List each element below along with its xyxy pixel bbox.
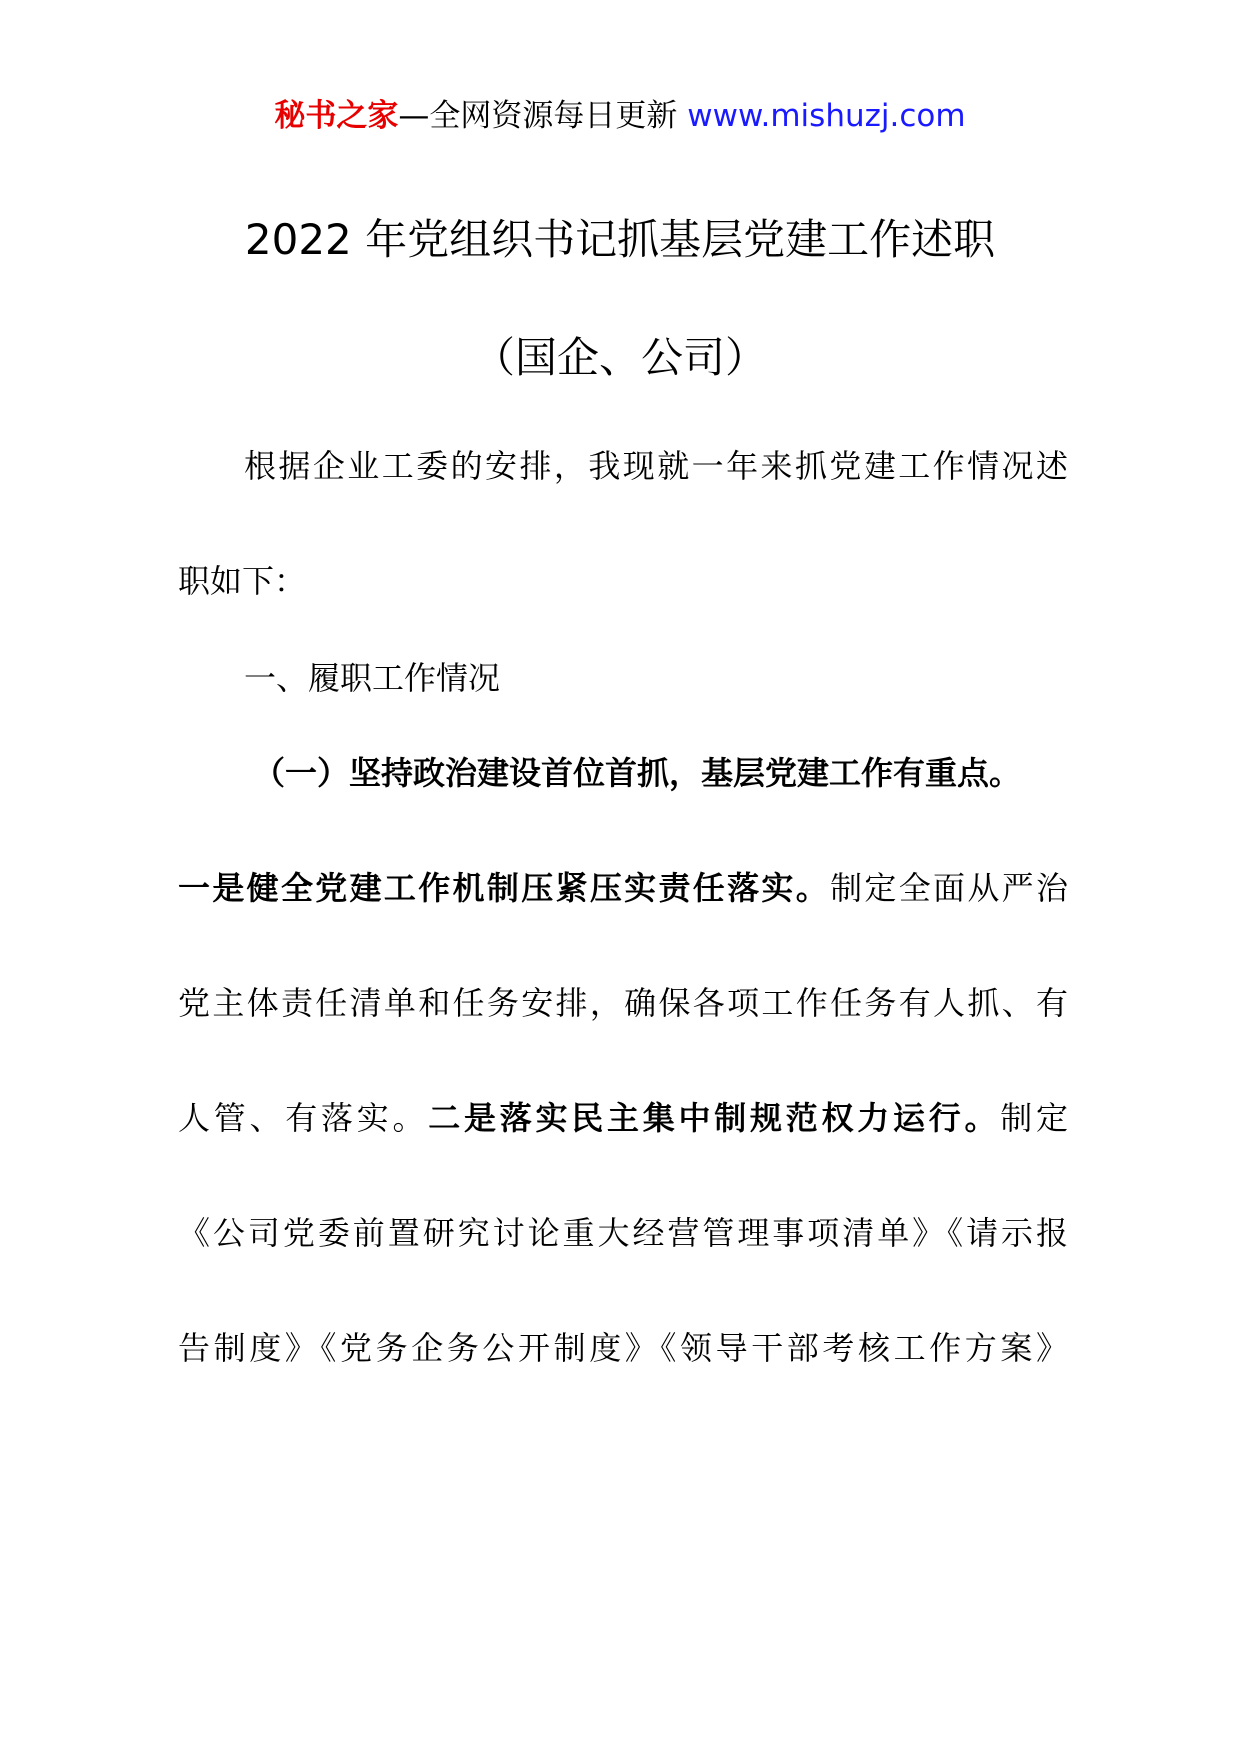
paragraph-line-2: 党主体责任清单和任务安排，确保各项工作任务有人抓、有 [178, 984, 1068, 1022]
paragraph-line-4: 《公司党委前置研究讨论重大经营管理事项清单》《请示报 [178, 1214, 1068, 1252]
site-header-banner [0, 96, 1240, 136]
section-heading-1: 一、履职工作情况 [244, 659, 501, 697]
paragraph-line-3-text: 人管、有落实。 [178, 1099, 429, 1137]
paragraph-line-5: 告制度》《党务企务公开制度》《领导干部考核工作方案》 [178, 1329, 1068, 1367]
point-one-heading: 一是健全党建工作机制压紧压实责任落实。 [178, 869, 831, 907]
intro-paragraph-line-1: 根据企业工委的安排，我现就一年来抓党建工作情况述 [244, 447, 1068, 485]
point-two-heading: 二是落实民主集中制规范权力运行。 [428, 1099, 1001, 1137]
intro-paragraph-line-2: 职如下： [178, 562, 307, 600]
paragraph-line-3-tail: 制定 [1000, 1099, 1068, 1137]
brand-name: 秘书之家 [274, 98, 399, 134]
brand-tagline: —全网资源每日更新 [398, 98, 678, 134]
document-subtitle: （国企、公司） [472, 333, 767, 382]
subsection-heading-1: （一）坚持政治建设首位首抓，基层党建工作有重点。 [253, 754, 1022, 792]
paragraph-line-1 [178, 866, 1068, 910]
paragraph-line-3 [178, 1096, 1068, 1140]
point-one-text: 制定全面从严治 [830, 869, 1068, 907]
site-url-link[interactable]: www.mishuzj.com [687, 98, 966, 134]
document-title: 2022 年党组织书记抓基层党建工作述职 [244, 215, 996, 264]
